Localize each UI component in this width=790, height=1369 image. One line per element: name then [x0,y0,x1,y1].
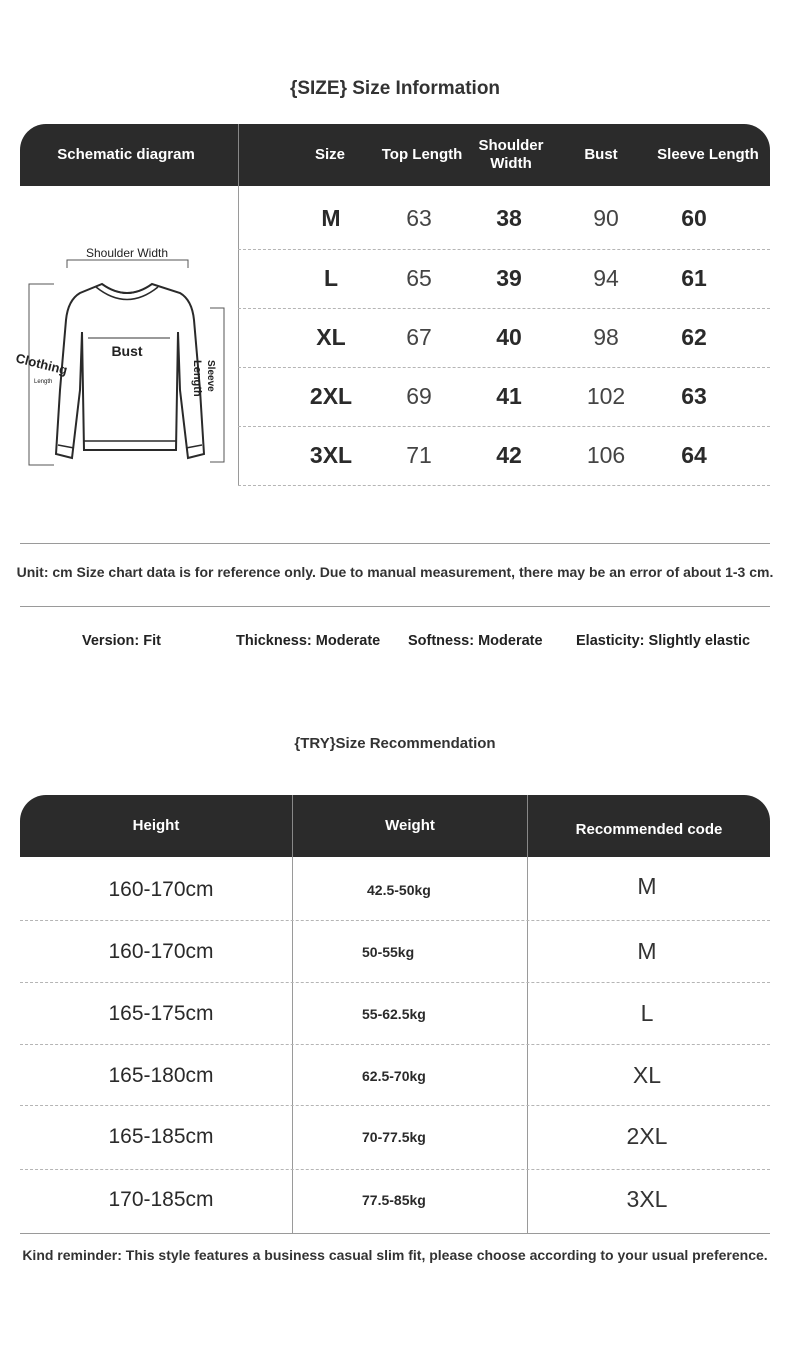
size-cell: XL [316,323,346,350]
divider-rule [20,543,770,544]
header-bust: Bust [584,146,618,163]
weight-cell: 70-77.5kg [362,1129,426,1145]
header-size: Size [314,146,345,163]
size-cell: 2XL [309,382,353,409]
kind-reminder: Kind reminder: This style features a business casual slim fit, please choose according to your usual preference. [22,1247,768,1263]
attr-version: Version: Fit [82,633,161,649]
height-cell: 160-170cm [108,940,214,963]
bust-cell: 106 [586,441,626,468]
code-cell: 3XL [626,1185,668,1212]
table-bottom-rule [20,1233,770,1234]
top-length-cell: 67 [406,323,432,350]
label-clothing: Clothing [14,350,70,378]
sleeve-cell: 61 [681,264,707,291]
label-shoulder-width: Shoulder Width [85,246,169,260]
shoulder-cell: 38 [496,204,522,231]
top-length-cell: 69 [406,382,432,409]
code-cell: 2XL [626,1122,668,1149]
size-info-title: {SIZE} Size Information [289,78,501,99]
diagram-divider [238,186,239,486]
code-cell: XL [632,1061,662,1088]
recommendation-table-header [20,795,770,857]
header-shoulder-width: Shoulder Width [478,137,544,172]
top-length-cell: 65 [406,264,432,291]
code-cell: M [637,937,657,964]
sleeve-cell: 62 [681,323,707,350]
code-cell: L [640,999,654,1026]
sleeve-cell: 64 [681,441,707,468]
weight-cell: 55-62.5kg [362,1006,426,1022]
shoulder-cell: 41 [496,382,522,409]
bust-cell: 94 [593,264,619,291]
row-separator [238,485,770,486]
header-schematic: Schematic diagram [57,146,195,163]
weight-cell: 77.5-85kg [362,1192,426,1208]
top-length-cell: 63 [406,204,432,231]
size-cell: L [323,264,339,291]
recommendation-title: {TRY}Size Recommendation [294,735,496,752]
size-table-header [20,124,770,186]
height-cell: 160-170cm [108,878,214,901]
header-weight: Weight [385,817,435,834]
weight-cell: 62.5-70kg [362,1068,426,1084]
divider-rule [20,606,770,607]
height-cell: 165-180cm [108,1064,214,1087]
top-length-cell: 71 [406,441,432,468]
attr-softness: Softness: Moderate [408,633,543,649]
shoulder-cell: 42 [496,441,522,468]
header-sleeve-length: Sleeve Length [657,146,759,163]
attr-elasticity: Elasticity: Slightly elastic [576,633,751,649]
attr-thickness: Thickness: Moderate [236,633,381,649]
header-divider [238,124,239,186]
label-bust: Bust [111,343,143,359]
header-top-length: Top Length [381,146,463,163]
weight-cell: 50-55kg [362,944,415,960]
header-recommended-code: Recommended code [575,821,723,838]
header-height: Height [132,817,180,834]
sweater-diagram [10,240,235,480]
size-cell: 3XL [309,441,353,468]
unit-note: Unit: cm Size chart data is for reference only. Due to manual measurement, there may be an error of about 1-3 cm. [16,564,774,580]
sleeve-cell: 60 [681,204,707,231]
label-sleeve-length: Length [191,360,203,397]
bust-cell: 102 [586,382,626,409]
label-sleeve: Sleeve [205,360,216,392]
code-cell: M [637,872,657,899]
bust-cell: 90 [593,204,619,231]
height-cell: 165-175cm [108,1002,214,1025]
weight-cell: 42.5-50kg [367,882,431,898]
shoulder-cell: 39 [496,264,522,291]
sleeve-cell: 63 [681,382,707,409]
label-clothing-length: Length [34,379,53,385]
height-cell: 170-185cm [108,1188,214,1211]
bust-cell: 98 [593,323,619,350]
shoulder-cell: 40 [496,323,522,350]
size-cell: M [321,204,341,231]
height-cell: 165-185cm [108,1125,214,1148]
